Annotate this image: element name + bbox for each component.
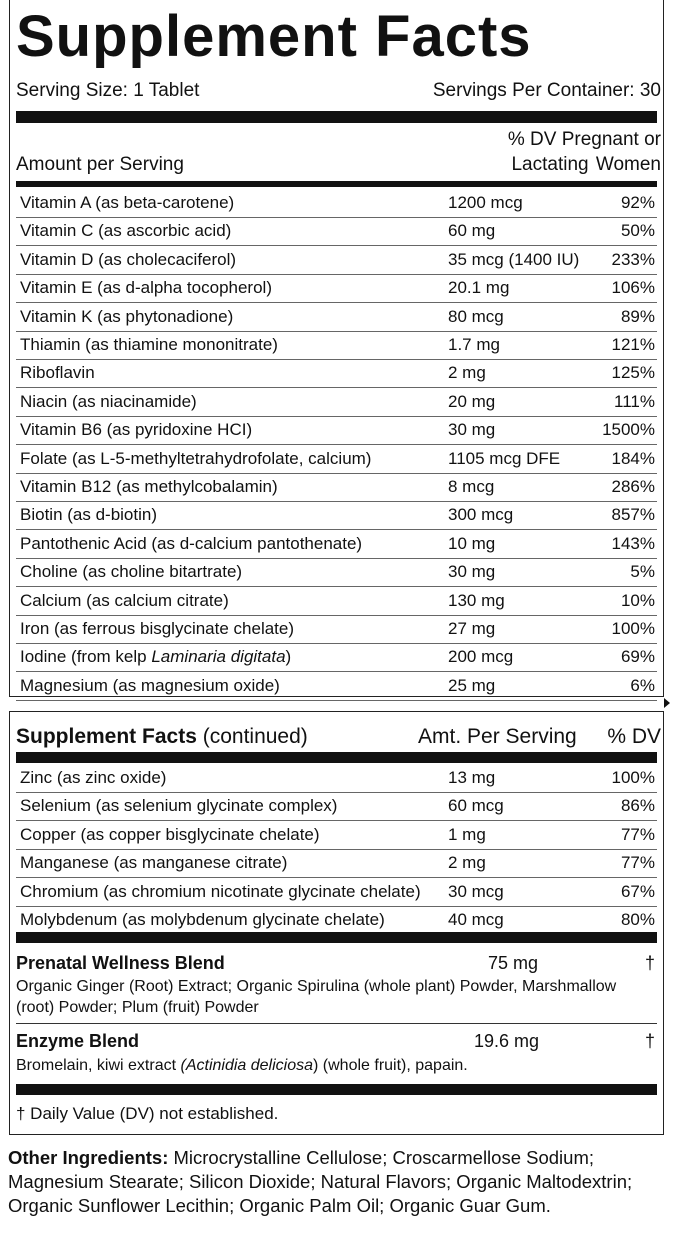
nutrient-dv: 286% (611, 477, 655, 496)
nutrient-amount: 2 mg (448, 363, 486, 383)
nutrient-dv: 143% (611, 533, 655, 553)
table-row (16, 878, 657, 907)
nutrient-name: Folate (as L-5-methyltetrahydrofolate, calcium) (20, 448, 372, 468)
nutrient-dv: 86% (620, 796, 655, 816)
table-row (16, 388, 657, 417)
nutrient-amount: 1.7 mg (448, 335, 500, 354)
table-row (16, 587, 657, 616)
nutrient-dv: 857% (611, 505, 655, 525)
nutrient-dv: 1500% (602, 420, 655, 440)
nutrient-dv: 5% (630, 562, 655, 582)
table-row (16, 849, 657, 878)
dv-header-line1: % DV Pregnant or (507, 129, 661, 150)
continued-title-bold: Supplement Facts (16, 725, 197, 748)
other-ingredients-text: Microcrystalline Cellulose; Croscarmellose Sodium; Magnesium Stearate; Silicon Dioxide; Natural Flavors; Organic Maltodextrin; Organic Sunflower Lecithin; Organic Palm Oil; Organic Guar Gum. (8, 1147, 633, 1216)
nutrient-amount: 27 mg (448, 619, 496, 638)
supplement-facts-panel (9, 0, 664, 697)
prenatal-blend-dv: † (644, 953, 655, 973)
thick-divider-2 (16, 752, 657, 763)
amount-per-serving-label: Amount per Serving (16, 154, 184, 175)
table-row (16, 764, 657, 793)
nutrient-amount: 20.1 mg (448, 278, 510, 298)
nutrient-amount: 1105 mcg DFE (448, 448, 561, 468)
nutrient-name: Niacin (as niacinamide) (20, 391, 197, 411)
panel-title: Supplement Facts (16, 4, 532, 69)
nutrient-name: Vitamin K (as phytonadione) (20, 306, 234, 326)
nutrient-name: Calcium (as calcium citrate) (20, 590, 229, 610)
table-row (16, 558, 657, 587)
nutrient-amount: 200 mcg (448, 647, 514, 667)
nutrient-dv: 69% (620, 647, 655, 667)
nutrient-amount: 25 mg (448, 675, 496, 695)
nutrient-name: Chromium (as chromium nicotinate glycinate chelate) (20, 881, 421, 901)
nutrient-amount: 2 mg (448, 853, 486, 873)
table-row (16, 445, 657, 474)
continued-title-normal: (continued) (202, 725, 308, 748)
nutrient-dv: 10% (620, 590, 655, 610)
prenatal-blend-amount: 75 mg (488, 953, 539, 973)
table-row (16, 672, 657, 701)
nutrient-amount: 30 mg (448, 420, 496, 440)
table-row (16, 359, 657, 388)
nutrient-amount: 10 mg (448, 533, 496, 553)
table-row (16, 821, 657, 850)
enzyme-ingredients-pre: Bromelain, kiwi extract (16, 1057, 181, 1074)
nutrient-amount: 20 mg (448, 391, 496, 411)
nutrient-dv: 184% (611, 448, 655, 468)
servings-per-container: Servings Per Container: 30 (432, 80, 661, 101)
supplement-facts-continued-panel (9, 711, 664, 1135)
table-row (16, 189, 657, 218)
table-row (16, 246, 657, 275)
nutrient-amount: 13 mg (448, 768, 496, 787)
nutrient-amount: 80 mcg (448, 306, 504, 326)
enzyme-ingredients-post: ) (whole fruit), papain. (313, 1057, 468, 1074)
table-row (16, 274, 657, 303)
nutrient-amount: 35 mcg (1400 IU) (448, 249, 580, 269)
nutrient-name: Molybdenum (as molybdenum glycinate chelate) (20, 910, 385, 929)
nutrient-dv: 100% (611, 768, 655, 787)
nutrient-name: Iodine (from kelp Laminaria digitata) (20, 647, 292, 667)
nutrient-amount: 1 mg (448, 824, 486, 844)
nutrient-name: Vitamin C (as ascorbic acid) (20, 221, 232, 241)
serving-size: Serving Size: 1 Tablet (16, 80, 200, 101)
amt-per-serving-header: Amt. Per Serving (418, 725, 577, 748)
nutrient-dv: 80% (620, 910, 655, 929)
table-row (16, 530, 657, 559)
nutrient-name: Riboflavin (20, 363, 95, 383)
blend-divider (16, 932, 657, 943)
other-ingredients-label: Other Ingredients: (8, 1147, 169, 1168)
table-row (16, 615, 657, 644)
nutrient-name: Vitamin E (as d-alpha tocopherol) (20, 278, 272, 298)
blend-separator (16, 1023, 657, 1024)
continued-title (16, 725, 308, 749)
nutrient-amount: 300 mcg (448, 505, 514, 525)
medium-divider (16, 181, 657, 187)
thick-divider (16, 111, 657, 123)
nutrient-amount: 30 mcg (448, 881, 504, 901)
nutrient-name: Vitamin A (as beta-carotene) (20, 193, 235, 212)
nutrient-dv: 125% (611, 363, 655, 383)
table-row (16, 416, 657, 445)
nutrient-dv: 100% (611, 619, 655, 638)
table-row (16, 473, 657, 502)
nutrient-name: Vitamin B12 (as methylcobalamin) (20, 477, 278, 496)
nutrient-amount: 130 mg (448, 590, 505, 610)
enzyme-blend-amount: 19.6 mg (474, 1031, 540, 1051)
nutrient-name: Manganese (as manganese citrate) (20, 853, 288, 873)
nutrient-name: Vitamin B6 (as pyridoxine HCI) (20, 420, 253, 440)
nutrient-name: Copper (as copper bisglycinate chelate) (20, 824, 320, 844)
nutrient-dv: 111% (614, 391, 655, 411)
enzyme-blend-name: Enzyme Blend (16, 1031, 140, 1051)
nutrient-name: Magnesium (as magnesium oxide) (20, 675, 280, 695)
continue-arrow-icon (664, 698, 670, 708)
nutrient-name: Vitamin D (as cholecaciferol) (20, 249, 237, 269)
nutrient-dv: 233% (611, 249, 655, 269)
nutrient-name: Pantothenic Acid (as d-calcium pantothenate) (20, 533, 363, 553)
nutrient-name: Thiamin (as thiamine mononitrate) (20, 335, 278, 354)
nutrient-amount: 60 mg (448, 221, 496, 241)
nutrient-name: Choline (as choline bitartrate) (20, 562, 243, 582)
enzyme-blend-dv: † (644, 1031, 655, 1051)
table-row (16, 643, 657, 672)
nutrient-name: Selenium (as selenium glycinate complex) (20, 796, 338, 816)
table-row (16, 792, 657, 821)
footnote-divider (16, 1084, 657, 1095)
nutrient-amount: 30 mg (448, 562, 496, 582)
nutrient-dv: 106% (611, 278, 655, 298)
prenatal-blend-ingredients: Organic Ginger (Root) Extract; Organic Spirulina (whole plant) Powder, Marshmallow (root) Powder; Plum (fruit) Powder (16, 978, 617, 1016)
table-row (16, 217, 657, 246)
nutrient-dv: 77% (620, 853, 655, 873)
nutrient-dv: 6% (630, 675, 655, 695)
other-ingredients (8, 1146, 670, 1218)
dv-header: % DV (607, 725, 661, 748)
table-row (16, 331, 657, 360)
nutrient-dv: 121% (611, 335, 655, 354)
nutrient-dv: 89% (620, 306, 655, 326)
enzyme-ingredients-italic: (Actinidia deliciosa (180, 1057, 314, 1074)
dv-footnote: † Daily Value (DV) not established. (16, 1104, 279, 1123)
table-row (16, 303, 657, 332)
nutrient-amount: 40 mcg (448, 910, 504, 929)
prenatal-blend-name: Prenatal Wellness Blend (16, 953, 225, 973)
nutrient-amount: 8 mcg (448, 477, 495, 496)
table-row (16, 501, 657, 530)
enzyme-blend-ingredients (16, 1055, 636, 1076)
nutrient-dv: 67% (620, 881, 655, 901)
table-row (16, 906, 657, 935)
nutrient-name: Zinc (as zinc oxide) (20, 768, 167, 787)
nutrient-dv: 50% (620, 221, 655, 241)
nutrient-dv: 77% (620, 824, 655, 844)
nutrient-dv: 92% (620, 193, 655, 212)
nutrient-amount: 1200 mcg (448, 193, 523, 212)
dv-header-line2: Lactating Women (511, 154, 661, 175)
nutrient-amount: 60 mcg (448, 796, 504, 816)
nutrient-name: Iron (as ferrous bisglycinate chelate) (20, 619, 295, 638)
nutrient-name: Biotin (as d-biotin) (20, 505, 158, 525)
